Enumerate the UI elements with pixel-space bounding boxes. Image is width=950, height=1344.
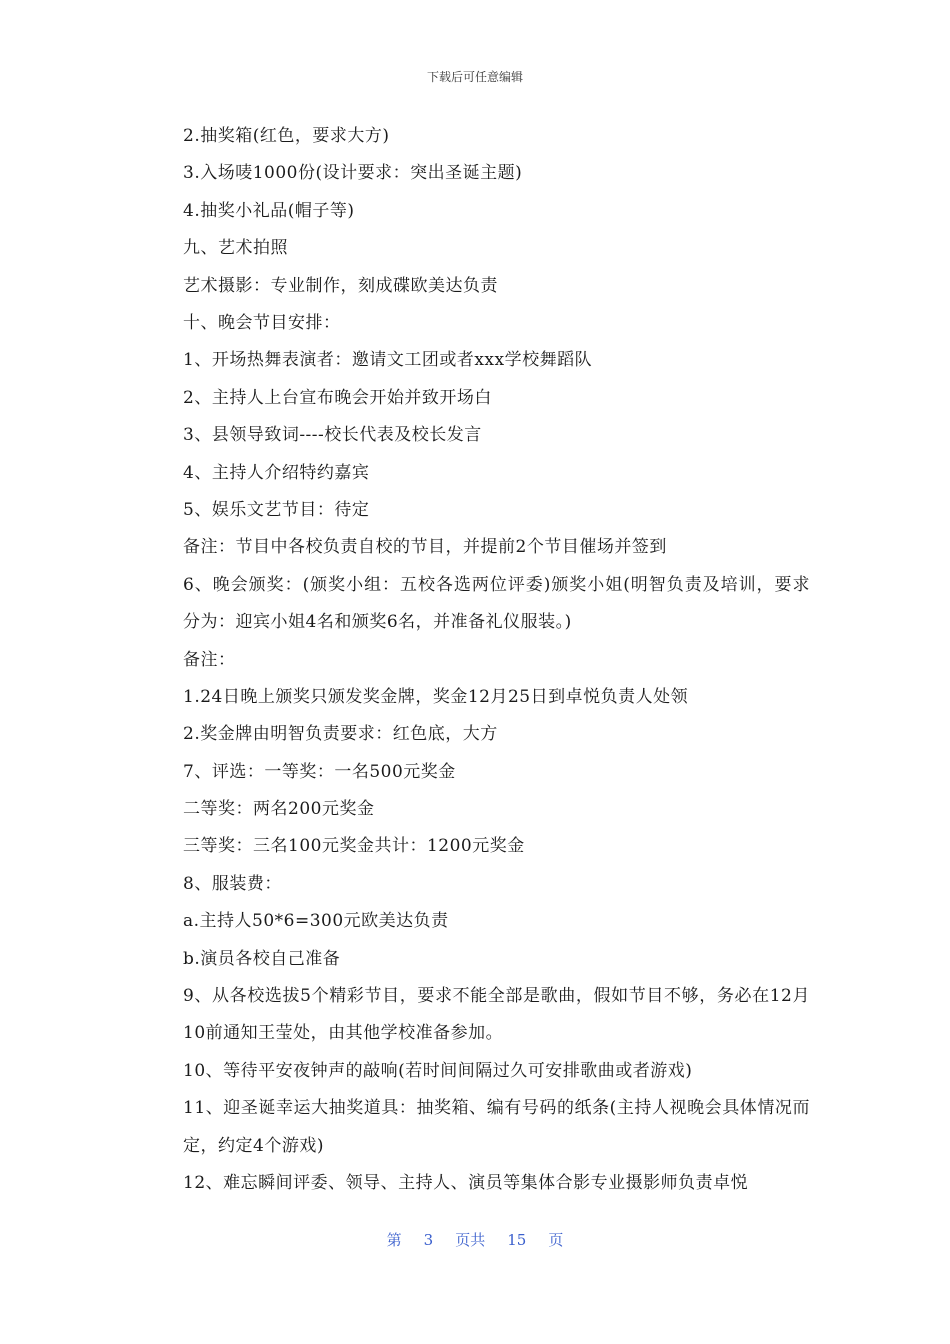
paragraph-line: 5、娱乐文艺节目：待定 [183,499,370,520]
footer-suffix: 页 [548,1231,564,1249]
paragraph-line: 7、评选：一等奖：一名500元奖金 [183,761,456,782]
paragraph-line: a.主持人50*6=300元欧美达负责 [183,911,449,932]
page-header-note: 下载后可任意编辑 [426,70,523,84]
footer-middle: 页共 [455,1231,486,1249]
paragraph-line: 2、主持人上台宣布晚会开始并致开场白 [183,387,492,408]
paragraph-line: 三等奖：三名100元奖金共计：1200元奖金 [183,836,525,857]
paragraph-line: 1.24日晚上颁奖只颁发奖金牌，奖金12月25日到卓悦负责人处领 [183,686,689,707]
paragraph-line: 11、迎圣诞幸运大抽奖道具：抽奖箱、编有号码的纸条(主持人视晚会具体情况而定，约定4个游戏) [183,1098,810,1156]
paragraph-line: 艺术摄影：专业制作，刻成碟欧美达负责 [183,275,498,296]
paragraph-line: 12、难忘瞬间评委、领导、主持人、演员等集体合影专业摄影师负责卓悦 [183,1173,749,1194]
document-body [145,118,810,1202]
page-footer [0,1229,950,1250]
paragraph-line: 二等奖：两名200元奖金 [183,799,375,820]
paragraph-line: 备注： [183,649,236,670]
paragraph-line: 10、等待平安夜钟声的敲响(若时间间隔过久可安排歌曲或者游戏) [183,1060,693,1081]
paragraph-line: 4、主持人介绍特约嘉宾 [183,462,370,483]
paragraph-line: 1、开场热舞表演者：邀请文工团或者xxx学校舞蹈队 [183,350,593,371]
paragraph-line: 6、晚会颁奖：(颁奖小组：五校各选两位评委)颁奖小姐(明智负责及培训，要求分为：迎宾小姐4名和颁奖6名，并准备礼仪服装。) [183,574,810,633]
paragraph-line: 8、服装费： [183,873,282,894]
paragraph-line: b.演员各校自己准备 [183,948,341,969]
paragraph-line: 3.入场唛1000份(设计要求：突出圣诞主题) [183,163,523,184]
paragraph-line: 4.抽奖小礼品(帽子等) [183,200,355,221]
section-heading: 九、艺术拍照 [183,238,288,259]
footer-prefix: 第 [386,1231,402,1249]
total-pages-number: 15 [507,1231,527,1249]
current-page-number: 3 [423,1231,434,1249]
paragraph-line: 2.奖金牌由明智负责要求：红色底，大方 [183,724,498,745]
section-heading: 十、晚会节目安排： [183,312,341,333]
paragraph-line: 3、县领导致词----校长代表及校长发言 [183,425,482,446]
paragraph-line: 9、从各校选拔5个精彩节目，要求不能全部是歌曲，假如节目不够，务必在12月10前通知王莹处，由其他学校准备参加。 [183,986,810,1044]
paragraph-line: 备注：节目中各校负责自校的节目，并提前2个节目催场并签到 [183,537,667,558]
paragraph-line: 2.抽奖箱(红色，要求大方) [183,126,390,146]
